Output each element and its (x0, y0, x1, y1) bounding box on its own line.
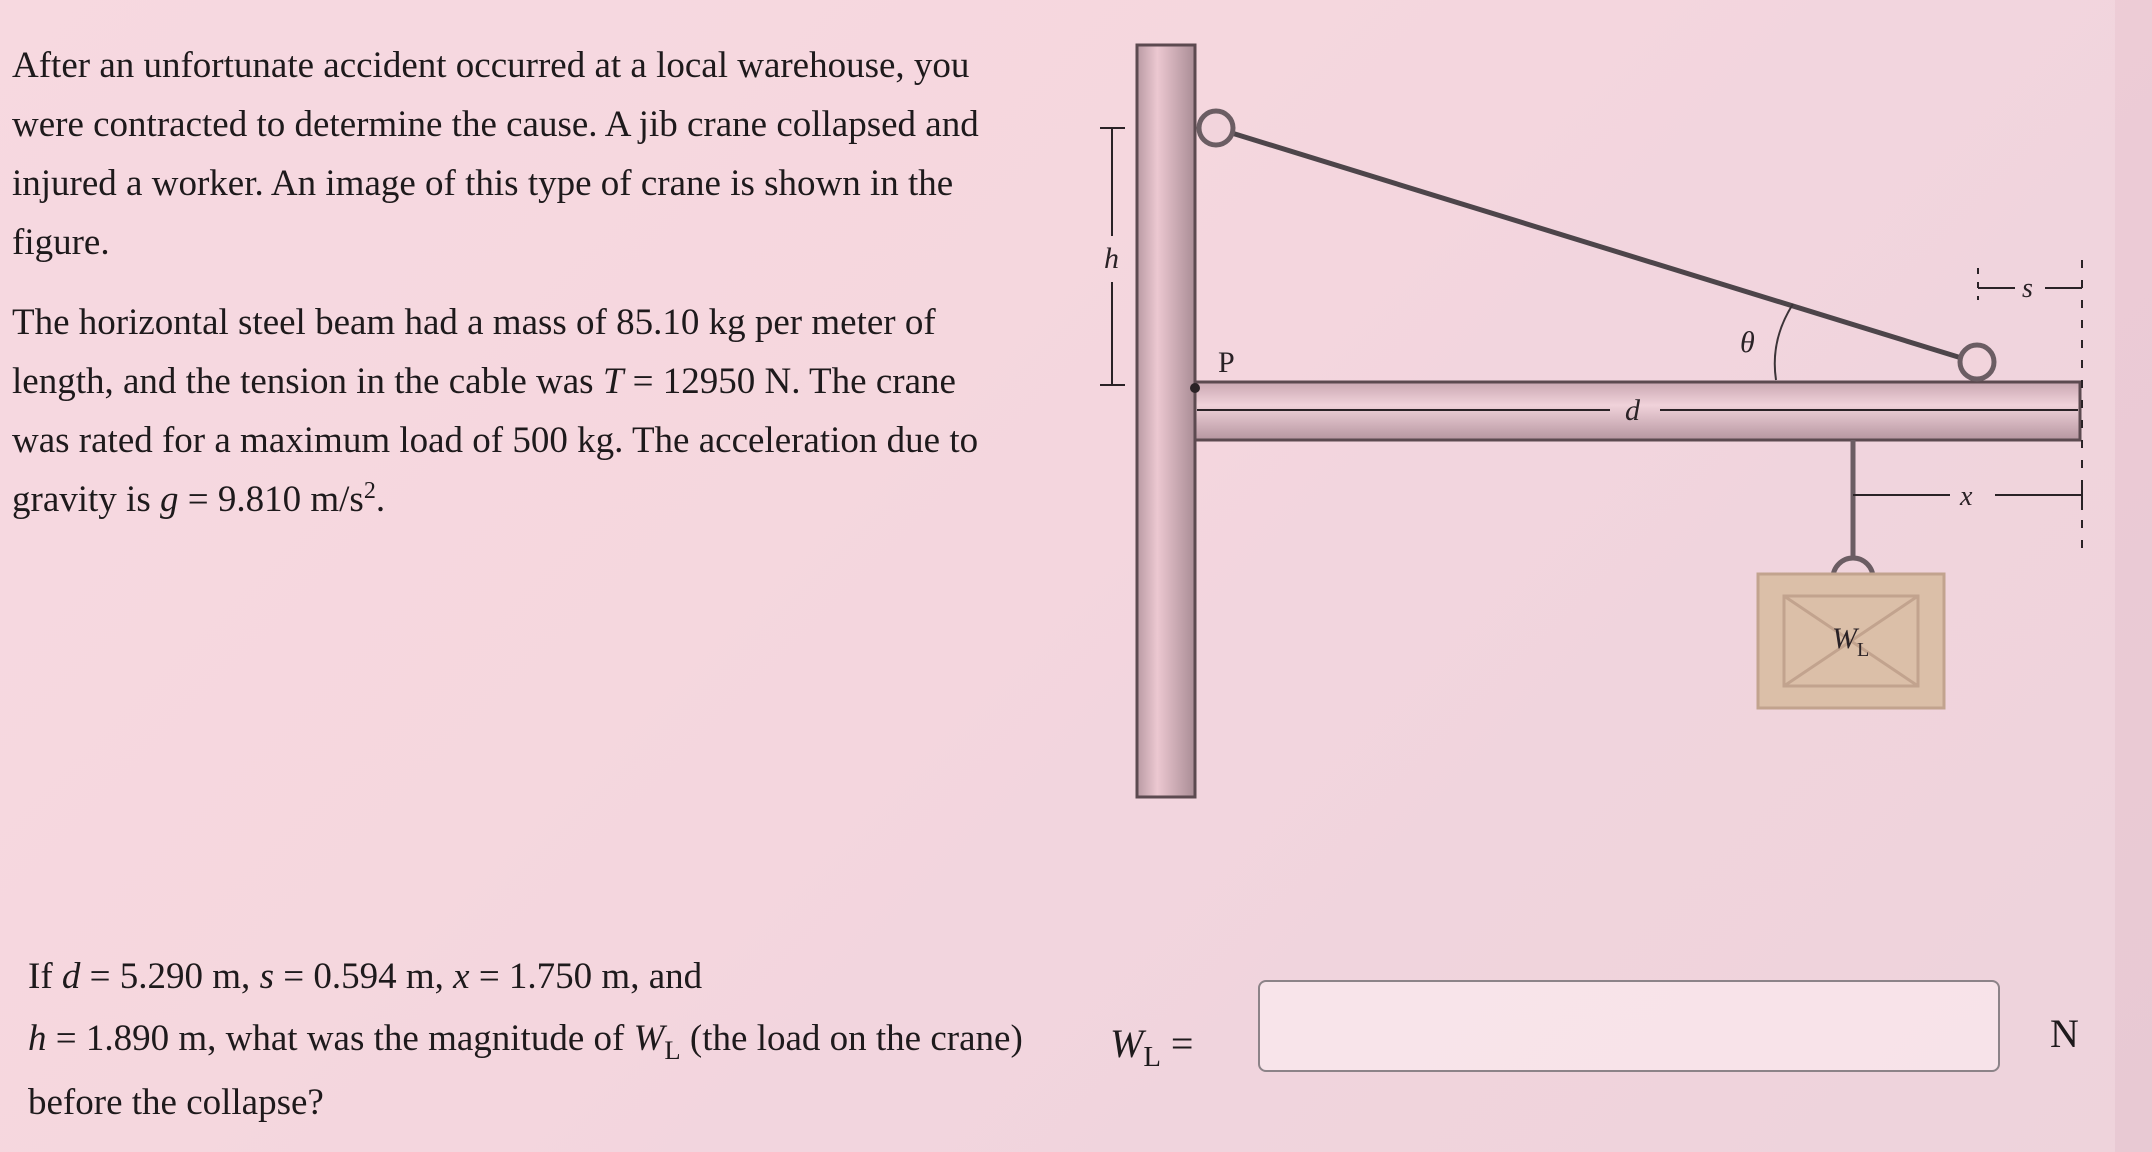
problem-intro: After an unfortunate accident occurred at a local warehouse, you were contracted to determine the cause. A jib crane collapsed and injured a worker. An image of this type of crane is shown in the figure. (12, 45, 979, 263)
answer-label-subscript: L (1143, 1041, 1161, 1074)
q-w-symbol: W (633, 1018, 665, 1059)
answer-label (1110, 1020, 1194, 1074)
answer-label-symbol: W (1110, 1021, 1144, 1066)
label-W-sub: L (1857, 639, 1870, 661)
q-d-symbol: d (61, 956, 81, 997)
label-h: h (1104, 242, 1119, 275)
given-text-a: The horizontal steel beam had a mass of 85.10 kg per meter of length, and the tension in the cable was (12, 302, 936, 402)
label-x: x (1960, 481, 1973, 512)
label-d: d (1625, 394, 1640, 427)
gravity-symbol: g (159, 479, 179, 520)
answer-input[interactable] (1258, 980, 2000, 1072)
label-s: s (2022, 273, 2033, 304)
q-h-symbol: h (28, 1018, 47, 1059)
cable-top-pulley (1199, 111, 1233, 145)
answer-unit: N (2050, 1011, 2079, 1056)
q-w-subscript: L (664, 1034, 681, 1065)
q-h-value: = 1.890 m, what was the magnitude of (46, 1018, 634, 1059)
given-end: . (375, 479, 386, 520)
label-W: W (1832, 622, 1857, 655)
gravity-exponent: 2 (363, 477, 376, 504)
q-x-value: = 1.750 m, and (469, 956, 703, 997)
given-text-b: = 12950 N. The crane was rated for a maximum load of 500 kg. The acceleration due to gravity is (12, 361, 979, 520)
label-P: P (1218, 346, 1235, 379)
cable-end-pulley (1960, 345, 1994, 379)
given-text-c: = 9.810 m/s (178, 479, 364, 520)
q-lead: If (28, 956, 62, 997)
q-tail: (the load on the crane) before the collapse? (28, 1018, 1023, 1123)
label-theta: θ (1740, 326, 1755, 359)
q-s-symbol: s (259, 956, 274, 997)
q-x-symbol: x (453, 956, 470, 997)
vertical-pole (1137, 45, 1195, 797)
cable (1222, 130, 1968, 360)
q-d-value: = 5.290 m, (80, 956, 260, 997)
answer-label-equals: = (1160, 1021, 1194, 1066)
q-s-value: = 0.594 m, (273, 956, 454, 997)
tension-symbol: T (602, 361, 624, 402)
pivot-point (1190, 383, 1200, 393)
theta-arc (1775, 304, 1793, 380)
